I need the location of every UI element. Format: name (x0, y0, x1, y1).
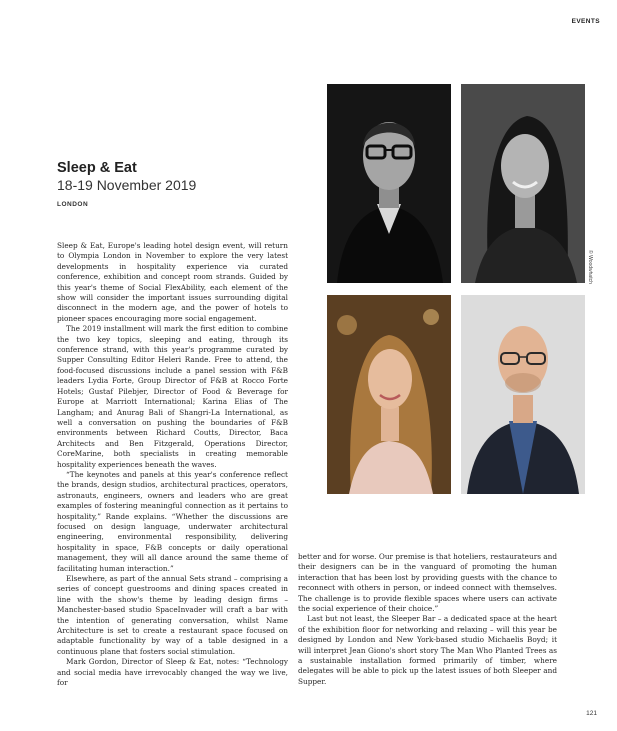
section-label: EVENTS (571, 18, 600, 25)
article-location: LONDON (57, 201, 89, 208)
paragraph: Mark Gordon, Director of Sleep & Eat, notes: “Technology and social media have irrevocably changed the way we live, for (57, 657, 288, 688)
page-number: 121 (586, 710, 597, 717)
paragraph: Elsewhere, as part of the annual Sets strand – comprising a series of concept guestrooms and dining spaces created in line with the show's theme by leading design firms – Manchester-based studio SpaceInvader will craft a bar with the intention of generating conversation, whilst Name Architecture is set to create a restaurant space focused on adaptable functionality by way of a table designed in a continuous plane that fosters social stimulation. (57, 574, 288, 656)
portrait-photo-woman-blonde (327, 295, 451, 494)
article-title: Sleep & Eat (57, 160, 137, 176)
article-dates: 18-19 November 2019 (57, 177, 197, 193)
paragraph: better and for worse. Our premise is that hoteliers, restaurateurs and their designers can be in the vanguard of promoting the human interaction that has been lost by providing guests with the chance to reconnect with others in person, or indeed connect with themselves. The challenge is to provide flexible spaces where users can activate the social experience of their choice.” (298, 552, 557, 614)
body-column-left (57, 241, 288, 688)
body-column-right (298, 552, 557, 687)
photo-credit: © Woodwhatch (587, 250, 593, 284)
portrait-photo-man-blazer (461, 295, 585, 494)
paragraph: The 2019 installment will mark the first edition to combine the two key topics, sleeping and eating, through its conference strand, with this year's programme curated by Supper Consulting Editor Heleri Rande. Free to attend, the food-focused discussions include a panel session with F&B leaders Lydia Forte, Group Director of F&B at Rocco Forte Hotels; Gustaf Pilebjer, Director of Food & Beverage for Europe at Marriott International; Karina Elias of The Langham; and Anurag Bali of Shangri-La International, as well a conversation on pushing the boundaries of F&B environments between Richard Coutts, Director, Baca Architects and Ben Fitzgerald, Operations Director, CoreMarine, both specialists in creating memorable hospitality experiences beneath the waves. (57, 324, 288, 469)
paragraph: “The keynotes and panels at this year's conference reflect the brands, design studios, architectural practices, operators, astronauts, engineers, owners and leaders who are great examples of fostering meaningful connection as it pertains to hospitality,” Rande explains. “Whether the discussions are focused on design language, underwater architectural engineering, environmental responsibility, delivering hospitality in space, F&B concepts or daily operational management, they will all dance around the same theme of facilitating human interaction.” (57, 469, 288, 573)
portrait-photo-man-glasses (327, 84, 451, 283)
portrait-photo-woman-smiling (461, 84, 585, 283)
paragraph: Last but not least, the Sleeper Bar – a dedicated space at the heart of the exhibition floor for networking and relaxing – will this year be designed by London and New York-based studio Michaelis Boyd; it will interpret Jean Giono's short story The Man Who Planted Trees as a sustainable installation formed primarily of timber, where delegates will be able to pick up the latest issues of both Sleeper and Supper. (298, 614, 557, 686)
paragraph: Sleep & Eat, Europe's leading hotel design event, will return to Olympia London in November to explore the very latest developments in hospitality experience via curated conference, exhibition and concept room strands. Guided by this year's theme of Social FlexAbility, each element of the show will consider the important issues surrounding digital disconnect in the modern age, and the power of hotels to pioneer spaces encouraging more social engagement. (57, 241, 288, 323)
